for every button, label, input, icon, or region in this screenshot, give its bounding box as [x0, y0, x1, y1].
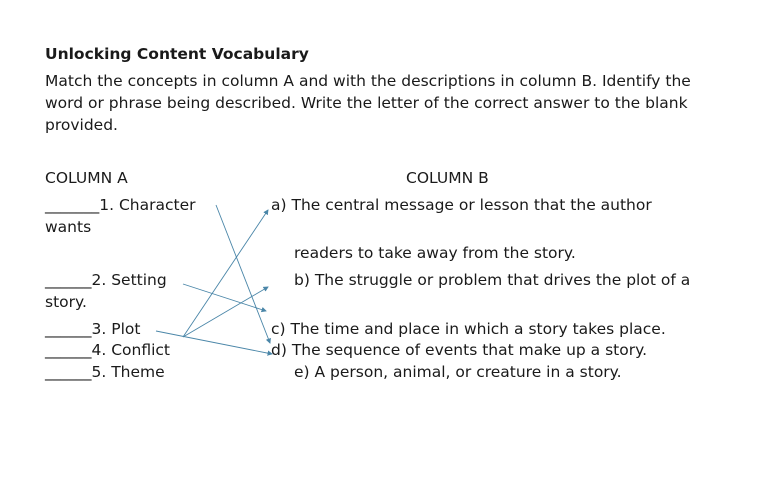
- column-a-item-character: _______1. Character: [45, 196, 196, 214]
- column-b-item-c: c) The time and place in which a story takes place.: [271, 320, 666, 338]
- instructions: Match the concepts in column A and with the descriptions in column B. Identify the word or phrase being described. Write the letter of the correct answer to the blank provided.: [45, 72, 691, 134]
- column-a-item-theme: ______5. Theme: [45, 363, 165, 381]
- column-a-item-setting: ______2. Setting: [45, 271, 167, 289]
- page-title: Unlocking Content Vocabulary: [45, 45, 309, 63]
- connector-setting-to-c: [183, 284, 266, 311]
- column-b-item-d: d) The sequence of events that make up a story.: [271, 341, 648, 359]
- connector-conflict-to-b: [183, 287, 268, 337]
- column-a-header: COLUMN A: [45, 169, 128, 187]
- column-b-item-a-continued: readers to take away from the story.: [294, 244, 576, 262]
- column-b-item-e: e) A person, animal, or creature in a story.: [294, 363, 622, 381]
- column-a-wrap-wants: wants: [45, 218, 92, 236]
- column-b-item-b: b) The struggle or problem that drives the plot of a: [294, 271, 691, 289]
- column-b-header: COLUMN B: [406, 169, 489, 187]
- column-a-item-conflict: ______4. Conflict: [45, 341, 171, 359]
- connector-character-to-e: [216, 205, 270, 343]
- column-a-item-plot: ______3. Plot: [45, 320, 141, 338]
- column-b-item-a: a) The central message or lesson that the author: [271, 196, 652, 214]
- connector-plot-to-d: [156, 331, 272, 354]
- column-a-wrap-story: story.: [45, 293, 87, 311]
